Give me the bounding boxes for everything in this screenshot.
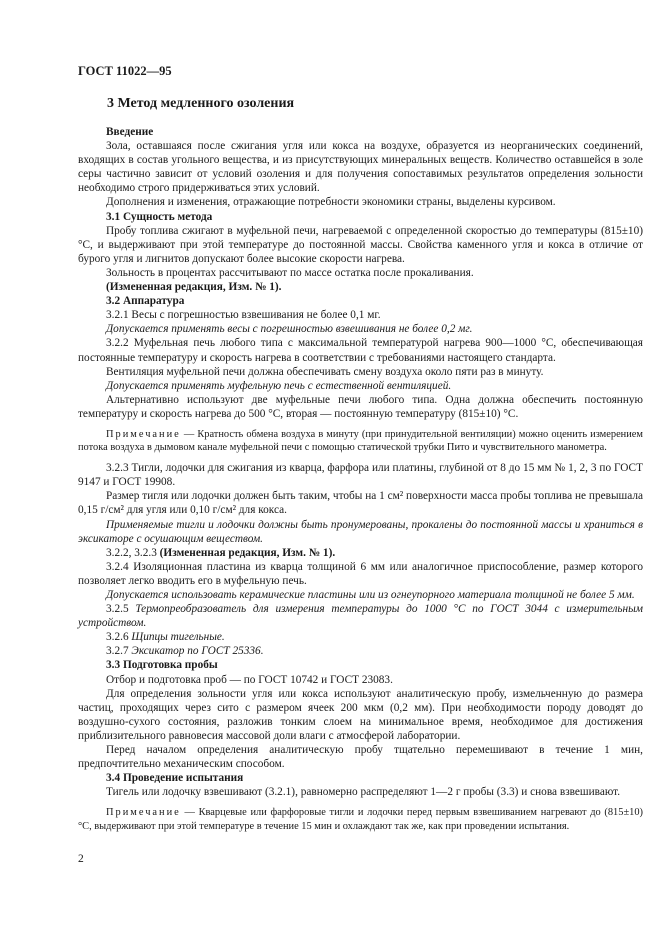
section-3-1-amendment: (Измененная редакция, Изм. № 1). xyxy=(106,281,282,294)
page-number: 2 xyxy=(78,853,84,865)
clause-3-2-5-text: Термопреобразователь для измерения температуры до 1000 °С по ГОСТ 3044 с измерительным устройством. xyxy=(78,603,644,630)
intro-note-paragraph: Дополнения и изменения, отражающие потребности экономики страны, выделены курсивом. xyxy=(106,196,556,209)
section-3-4-weighing: Тигель или лодочку взвешивают (3.2.1), равномерно распределяют 1—2 г пробы (3.3) и снова взвешивают. xyxy=(106,786,621,799)
clause-3-2-7-number: 3.2.7 xyxy=(106,645,132,658)
clause-3-2-6-text: Щипцы тигельные. xyxy=(131,631,225,644)
document-body xyxy=(78,125,643,840)
section-3-3-preparation: Для определения зольности угля или кокса используют аналитическую пробу, измельченную до размера частиц, проходящих через сито с размером ячеек 200 мкм (0,2 мм). При необходимости породу доводят до воздушно-сухого состояния, разложив тонким слоем на минимальное время, необходимое для достижения приблизительного равновесия массовой доли влаги с атмосферой лаборатории. xyxy=(78,687,643,742)
section-3-1-paragraph: Пробу топлива сжигают в муфельной печи, нагреваемой с определенной скоростью до температуры (815±10) °С, и выдерживают при этой температуре до постоянной массы. Свойства каменного угля и кокса в отличие от бурого угля и лигнитов допускают более высокие скорости нагрева. xyxy=(78,224,643,265)
section-3-3-mixing: Перед началом определения аналитическую пробу тщательно перемешивают в течение 1 мин, предпочтительно механическим способом. xyxy=(78,744,643,771)
clause-3-2-3: 3.2.3 Тигли, лодочки для сжигания из кварца, фарфора или платины, глубиной от 8 до 15 мм № 1, 2, 3 по ГОСТ 9147 и ГОСТ 19908. xyxy=(78,462,643,489)
section-3-2-heading: 3.2 Аппаратура xyxy=(106,295,185,308)
clause-3-2-7-text: Эксикатор по ГОСТ 25336. xyxy=(131,645,264,658)
note-text: — Кратность обмена воздуха в минуту (при принудительной вентиляции) можно оценить измерением потока воздуха в дымовом канале муфельной печи с помощью статической трубки Пито и чувствительного манометра. xyxy=(78,428,643,454)
clause-3-2-2-addition: Допускается применять муфельную печь с естественной вентиляцией. xyxy=(106,379,452,392)
document-code-header: ГОСТ 11022—95 xyxy=(78,64,172,78)
clause-3-2-5-number: 3.2.5 xyxy=(106,603,136,616)
clause-3-2-4: 3.2.4 Изоляционная пластина из кварца толщиной 6 мм или аналогичное приспособление, размер которого позволяет легко вводить его в муфельную печь. xyxy=(78,560,643,587)
clause-3-2-5 xyxy=(78,602,643,630)
clause-3-2-2-alternative: Альтернативно используют две муфельные печи любого типа. Одна должна обеспечить постоянную температуру и скорость нагрева до 500 °С, вторая — постоянную температуру (815±10) °С. xyxy=(78,393,643,420)
clause-3-2-3-size: Размер тигля или лодочки должен быть таким, чтобы на 1 см² поверхности масса пробы топлива не превышала 0,15 г/см² для угля или 0,10 г/см² для кокса. xyxy=(78,490,643,517)
note-text: — Кварцевые или фарфоровые тигли и лодочки перед первым взвешиванием нагревают до (815±10) °С, выдерживают при этой температуре в течение 15 мин и охлаждают так же, как при проведении испытания. xyxy=(78,807,643,832)
section-3-3-sampling: Отбор и подготовка проб — по ГОСТ 10742 и ГОСТ 23083. xyxy=(106,673,393,686)
note-label: Примечание xyxy=(106,807,181,819)
amendment-line xyxy=(78,546,643,560)
section-3-3-heading: 3.3 Подготовка пробы xyxy=(106,659,218,672)
note-crucibles xyxy=(78,806,643,832)
clause-3-2-3-addition: Применяемые тигли и лодочки должны быть пронумерованы, прокалены до постоянной массы и храниться в эксикаторе с осушающим веществом. xyxy=(78,518,643,545)
note-label: Примечание xyxy=(106,428,181,440)
intro-heading: Введение xyxy=(106,126,154,138)
clause-3-2-6 xyxy=(78,630,643,644)
clause-3-2-1: 3.2.1 Весы с погрешностью взвешивания не более 0,1 мг. xyxy=(106,309,381,322)
section-3-1-heading: 3.1 Сущность метода xyxy=(106,210,213,223)
clause-3-2-2-ventilation: Вентиляция муфельной печи должна обеспечивать смену воздуха около пяти раз в минуту. xyxy=(106,365,544,378)
amendment-text: (Измененная редакция, Изм. № 1). xyxy=(159,546,336,559)
section-3-4-heading: 3.4 Проведение испытания xyxy=(106,772,244,785)
clause-3-2-2: 3.2.2 Муфельная печь любого типа с максимальной температурой нагрева 900—1000 °С, обеспечивающая постоянные температуру и скорость нагрева в соответствии с требованиями настоящего стандарта. xyxy=(78,337,643,364)
note-air-exchange xyxy=(78,428,643,454)
section-title: 3 Метод медленного озоления xyxy=(107,96,295,111)
intro-paragraph: Зола, оставшаяся после сжигания угля или кокса на воздухе, образуется из неорганических соединений, входящих в состав угольного вещества, и из присутствующих минеральных веществ. Количество оставшейся в золе серы частично зависит от условий озоления и для получения сопоставимых результатов определения зольности необходимо строго придерживаться этих условий. xyxy=(78,140,643,195)
clause-3-2-4-addition: Допускается использовать керамические пластины или из огнеупорного материала толщиной не более 5 мм. xyxy=(106,589,635,601)
amendment-clauses: 3.2.2, 3.2.3 xyxy=(106,546,160,559)
clause-3-2-1-addition: Допускается применять весы с погрешностью взвешивания не более 0,2 мг. xyxy=(106,323,473,336)
section-3-1-ash-paragraph: Зольность в процентах рассчитывают по массе остатка после прокаливания. xyxy=(106,266,474,279)
clause-3-2-6-number: 3.2.6 xyxy=(106,631,132,644)
clause-3-2-7 xyxy=(78,644,643,658)
